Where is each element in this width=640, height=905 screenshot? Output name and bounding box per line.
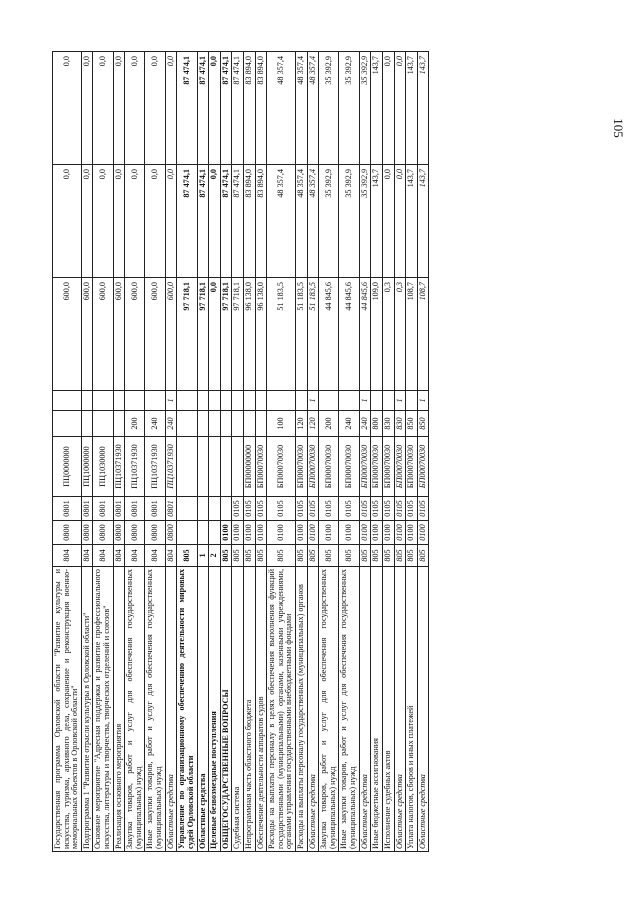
value-year-3: 0,0 bbox=[53, 52, 82, 165]
code-subsection: 0105 bbox=[319, 497, 339, 521]
code-source bbox=[53, 391, 82, 411]
table-row bbox=[93, 52, 113, 852]
code-kind: 100 bbox=[267, 411, 296, 437]
code-section: 0100 bbox=[307, 521, 319, 545]
code-section bbox=[197, 521, 209, 545]
page-number: 105 bbox=[611, 118, 626, 138]
value-year-1: 0,3 bbox=[382, 278, 394, 391]
code-target bbox=[209, 437, 221, 497]
row-name: Основное мероприятие "Адресная поддержка и развитие профессионального искусства, литературы и творчества, творческих отделений и союзов" bbox=[93, 567, 113, 852]
code-kind: 120 bbox=[307, 411, 319, 437]
code-section: 0800 bbox=[81, 521, 93, 545]
value-year-1: 600,0 bbox=[93, 278, 113, 391]
code-subsection: 0801 bbox=[165, 497, 177, 521]
value-year-2: 0,0 bbox=[81, 165, 93, 278]
code-gr: 804 bbox=[113, 545, 125, 567]
budget-table bbox=[52, 51, 429, 852]
row-name: Расходы на выплаты персоналу в целях обеспечения выполнения функций государственными (муниципальными) органами, казенными учреждениями, органами управления государственными внебюджетными фондами bbox=[267, 567, 296, 852]
value-year-2: 0,0 bbox=[53, 165, 82, 278]
code-subsection: 0105 bbox=[307, 497, 319, 521]
row-name: Областные средства bbox=[394, 567, 406, 852]
code-target bbox=[220, 437, 232, 497]
code-kind bbox=[177, 411, 197, 437]
value-year-3: 87 474,1 bbox=[177, 52, 197, 165]
code-source: 1 bbox=[359, 391, 371, 411]
row-name: ОБЩЕГОСУДАРСТВЕННЫЕ ВОПРОСЫ bbox=[220, 567, 232, 852]
code-source: 1 bbox=[165, 391, 177, 411]
code-target: ПЦ10371930 bbox=[113, 437, 125, 497]
code-section: 0100 bbox=[417, 521, 429, 545]
code-gr: 804 bbox=[145, 545, 165, 567]
code-section: 0100 bbox=[296, 521, 308, 545]
code-subsection: 0801 bbox=[53, 497, 82, 521]
value-year-1: 108,7 bbox=[417, 278, 429, 391]
table-row bbox=[81, 52, 93, 852]
code-gr: 804 bbox=[53, 545, 82, 567]
code-kind bbox=[53, 411, 82, 437]
value-year-1: 96 138,0 bbox=[255, 278, 267, 391]
code-section: 0800 bbox=[125, 521, 145, 545]
code-subsection: 0105 bbox=[406, 497, 418, 521]
row-name: Областные средства bbox=[165, 567, 177, 852]
code-source bbox=[93, 391, 113, 411]
code-gr: 2 bbox=[209, 545, 221, 567]
code-target: БП00070030 bbox=[307, 437, 319, 497]
code-section: 0100 bbox=[255, 521, 267, 545]
code-subsection bbox=[177, 497, 197, 521]
code-target: БП00070030 bbox=[296, 437, 308, 497]
code-target: ПЦ10371930 bbox=[145, 437, 165, 497]
code-source bbox=[113, 391, 125, 411]
value-year-1: 600,0 bbox=[81, 278, 93, 391]
code-subsection: 0105 bbox=[232, 497, 244, 521]
row-name: Расходы на выплаты персоналу государственных (муниципальных) органов bbox=[296, 567, 308, 852]
code-source bbox=[255, 391, 267, 411]
value-year-3: 0,0 bbox=[382, 52, 394, 165]
value-year-2: 87 474,1 bbox=[232, 165, 244, 278]
code-target: БП00070030 bbox=[267, 437, 296, 497]
value-year-3: 0,0 bbox=[113, 52, 125, 165]
table-row bbox=[359, 52, 371, 852]
value-year-2: 83 894,0 bbox=[255, 165, 267, 278]
code-kind bbox=[81, 411, 93, 437]
table-row bbox=[267, 52, 296, 852]
value-year-2: 0,0 bbox=[382, 165, 394, 278]
code-source bbox=[296, 391, 308, 411]
row-name: Реализация основного мероприятия bbox=[113, 567, 125, 852]
code-section: 0100 bbox=[359, 521, 371, 545]
code-gr: 804 bbox=[93, 545, 113, 567]
code-gr: 805 bbox=[406, 545, 418, 567]
code-gr: 805 bbox=[307, 545, 319, 567]
code-source bbox=[209, 391, 221, 411]
code-gr: 805 bbox=[359, 545, 371, 567]
value-year-2: 48 357,4 bbox=[267, 165, 296, 278]
table-row bbox=[177, 52, 197, 852]
code-target: БП00070030 bbox=[371, 437, 383, 497]
value-year-1: 44 845,6 bbox=[319, 278, 339, 391]
code-subsection: 0801 bbox=[113, 497, 125, 521]
value-year-1: 44 845,6 bbox=[339, 278, 359, 391]
value-year-3: 48 357,4 bbox=[296, 52, 308, 165]
value-year-3: 83 894,0 bbox=[255, 52, 267, 165]
code-kind: 800 bbox=[371, 411, 383, 437]
code-target: ПЦ1030000 bbox=[93, 437, 113, 497]
code-target: БП00070030 bbox=[406, 437, 418, 497]
code-section: 0100 bbox=[319, 521, 339, 545]
value-year-1: 600,0 bbox=[145, 278, 165, 391]
value-year-2: 87 474,1 bbox=[197, 165, 209, 278]
code-gr: 805 bbox=[220, 545, 232, 567]
value-year-1: 96 138,0 bbox=[243, 278, 255, 391]
table-row bbox=[197, 52, 209, 852]
code-source bbox=[382, 391, 394, 411]
code-subsection: 0801 bbox=[125, 497, 145, 521]
code-section: 0100 bbox=[406, 521, 418, 545]
table-row bbox=[125, 52, 145, 852]
code-gr: 805 bbox=[243, 545, 255, 567]
code-gr: 805 bbox=[255, 545, 267, 567]
code-gr: 804 bbox=[165, 545, 177, 567]
table-row bbox=[371, 52, 383, 852]
value-year-1: 0,3 bbox=[394, 278, 406, 391]
code-source bbox=[406, 391, 418, 411]
code-section: 0100 bbox=[382, 521, 394, 545]
value-year-3: 0,0 bbox=[81, 52, 93, 165]
code-source bbox=[125, 391, 145, 411]
code-source: 1 bbox=[394, 391, 406, 411]
code-section: 0800 bbox=[165, 521, 177, 545]
code-source bbox=[232, 391, 244, 411]
code-target: ПЦ1000000 bbox=[81, 437, 93, 497]
code-subsection: 0105 bbox=[243, 497, 255, 521]
code-kind: 240 bbox=[359, 411, 371, 437]
value-year-2: 83 894,0 bbox=[243, 165, 255, 278]
code-section: 0100 bbox=[243, 521, 255, 545]
code-subsection bbox=[209, 497, 221, 521]
table-row bbox=[165, 52, 177, 852]
code-source bbox=[339, 391, 359, 411]
value-year-3: 83 894,0 bbox=[243, 52, 255, 165]
code-section: 0800 bbox=[113, 521, 125, 545]
code-gr: 805 bbox=[382, 545, 394, 567]
value-year-3: 143,7 bbox=[371, 52, 383, 165]
code-target bbox=[232, 437, 244, 497]
code-gr: 805 bbox=[319, 545, 339, 567]
code-gr: 805 bbox=[267, 545, 296, 567]
code-source bbox=[371, 391, 383, 411]
value-year-2: 0,0 bbox=[165, 165, 177, 278]
value-year-2: 0,0 bbox=[145, 165, 165, 278]
code-source bbox=[145, 391, 165, 411]
code-kind bbox=[93, 411, 113, 437]
code-section: 0100 bbox=[339, 521, 359, 545]
code-subsection: 0105 bbox=[296, 497, 308, 521]
code-subsection: 0105 bbox=[382, 497, 394, 521]
code-kind bbox=[255, 411, 267, 437]
row-name: Областные средства bbox=[417, 567, 429, 852]
code-section: 0100 bbox=[394, 521, 406, 545]
value-year-2: 143,7 bbox=[406, 165, 418, 278]
code-kind bbox=[197, 411, 209, 437]
value-year-3: 143,7 bbox=[417, 52, 429, 165]
code-subsection: 0801 bbox=[81, 497, 93, 521]
code-section: 0100 bbox=[232, 521, 244, 545]
value-year-3: 0,0 bbox=[209, 52, 221, 165]
table-row bbox=[255, 52, 267, 852]
code-subsection: 0105 bbox=[267, 497, 296, 521]
code-subsection: 0105 bbox=[339, 497, 359, 521]
value-year-1: 600,0 bbox=[53, 278, 82, 391]
code-kind: 200 bbox=[125, 411, 145, 437]
code-target bbox=[177, 437, 197, 497]
value-year-1: 44 845,6 bbox=[359, 278, 371, 391]
code-kind bbox=[243, 411, 255, 437]
row-name: Областные средства bbox=[307, 567, 319, 852]
code-kind bbox=[113, 411, 125, 437]
code-section: 0800 bbox=[93, 521, 113, 545]
code-source bbox=[319, 391, 339, 411]
value-year-2: 143,7 bbox=[371, 165, 383, 278]
value-year-3: 35 392,9 bbox=[339, 52, 359, 165]
code-gr: 804 bbox=[125, 545, 145, 567]
code-section: 0100 bbox=[220, 521, 232, 545]
row-name: Государственная программа Орловской области "Развитие культуры и искусства, туризма, архивного дела, сохранение и реконструкция военно-мемориальных объектов в Орловской области" bbox=[53, 567, 82, 852]
code-target: БП00070030 bbox=[319, 437, 339, 497]
code-target: ПЦ0000000 bbox=[53, 437, 82, 497]
value-year-3: 0,0 bbox=[145, 52, 165, 165]
value-year-1: 51 183,5 bbox=[267, 278, 296, 391]
code-kind: 830 bbox=[382, 411, 394, 437]
value-year-2: 0,0 bbox=[93, 165, 113, 278]
value-year-1: 97 718,1 bbox=[177, 278, 197, 391]
code-gr: 804 bbox=[81, 545, 93, 567]
value-year-1: 97 718,1 bbox=[220, 278, 232, 391]
value-year-3: 87 474,1 bbox=[220, 52, 232, 165]
table-row bbox=[382, 52, 394, 852]
code-gr: 805 bbox=[177, 545, 197, 567]
table-row bbox=[53, 52, 82, 852]
row-name: Управление по организационному обеспечению деятельности мировых судей Орловской области bbox=[177, 567, 197, 852]
value-year-3: 0,0 bbox=[93, 52, 113, 165]
value-year-2: 0,0 bbox=[209, 165, 221, 278]
value-year-2: 0,0 bbox=[394, 165, 406, 278]
value-year-3: 48 357,4 bbox=[307, 52, 319, 165]
code-gr: 1 bbox=[197, 545, 209, 567]
row-name: Судебная система bbox=[232, 567, 244, 852]
table-row bbox=[145, 52, 165, 852]
value-year-2: 35 392,9 bbox=[339, 165, 359, 278]
value-year-2: 87 474,1 bbox=[177, 165, 197, 278]
code-section bbox=[177, 521, 197, 545]
code-source bbox=[177, 391, 197, 411]
code-gr: 805 bbox=[394, 545, 406, 567]
code-section: 0100 bbox=[267, 521, 296, 545]
code-target bbox=[197, 437, 209, 497]
code-target: БП00000000 bbox=[243, 437, 255, 497]
code-source bbox=[81, 391, 93, 411]
table-row bbox=[209, 52, 221, 852]
code-subsection: 0105 bbox=[255, 497, 267, 521]
value-year-3: 0,0 bbox=[165, 52, 177, 165]
code-gr: 805 bbox=[371, 545, 383, 567]
row-name: Областные средства bbox=[359, 567, 371, 852]
value-year-1: 108,7 bbox=[406, 278, 418, 391]
table-row bbox=[319, 52, 339, 852]
value-year-2: 48 357,4 bbox=[296, 165, 308, 278]
value-year-2: 0,0 bbox=[125, 165, 145, 278]
table-row bbox=[296, 52, 308, 852]
value-year-3: 48 357,4 bbox=[267, 52, 296, 165]
table-row bbox=[339, 52, 359, 852]
value-year-1: 109,0 bbox=[371, 278, 383, 391]
code-source bbox=[267, 391, 296, 411]
value-year-3: 35 392,9 bbox=[359, 52, 371, 165]
value-year-2: 0,0 bbox=[113, 165, 125, 278]
value-year-2: 35 392,9 bbox=[319, 165, 339, 278]
row-name: Закупка товаров, работ и услуг для обеспечения государственных (муниципальных) нужд bbox=[319, 567, 339, 852]
code-section bbox=[209, 521, 221, 545]
row-name: Областные средства bbox=[197, 567, 209, 852]
row-name: Подпрограмма 1 "Развитие отрасли культуры в Орловской области" bbox=[81, 567, 93, 852]
code-kind: 120 bbox=[296, 411, 308, 437]
row-name: Обеспечение деятельности аппаратов судов bbox=[255, 567, 267, 852]
value-year-3: 143,7 bbox=[406, 52, 418, 165]
code-target: ПЦ10371930 bbox=[125, 437, 145, 497]
value-year-1: 0,0 bbox=[209, 278, 221, 391]
code-kind: 240 bbox=[165, 411, 177, 437]
code-kind bbox=[220, 411, 232, 437]
code-target: БП00070030 bbox=[382, 437, 394, 497]
code-subsection: 0105 bbox=[394, 497, 406, 521]
row-name: Целевые безвозмездные поступления bbox=[209, 567, 221, 852]
rotated-table-container bbox=[52, 52, 592, 852]
code-section: 0800 bbox=[53, 521, 82, 545]
code-subsection bbox=[220, 497, 232, 521]
code-kind: 240 bbox=[145, 411, 165, 437]
row-name: Иные закупки товаров, работ и услуг для обеспечения государственных (муниципальных) нужд bbox=[145, 567, 165, 852]
code-subsection: 0105 bbox=[417, 497, 429, 521]
code-subsection: 0801 bbox=[145, 497, 165, 521]
value-year-1: 600,0 bbox=[113, 278, 125, 391]
code-target: БП00070030 bbox=[394, 437, 406, 497]
value-year-2: 143,7 bbox=[417, 165, 429, 278]
code-source: 1 bbox=[307, 391, 319, 411]
code-kind bbox=[232, 411, 244, 437]
code-source bbox=[220, 391, 232, 411]
table-row bbox=[232, 52, 244, 852]
table-row bbox=[307, 52, 319, 852]
code-gr: 805 bbox=[232, 545, 244, 567]
value-year-3: 0,0 bbox=[394, 52, 406, 165]
budget-table-body bbox=[53, 52, 429, 852]
value-year-1: 51 183,5 bbox=[296, 278, 308, 391]
code-source bbox=[197, 391, 209, 411]
value-year-2: 48 357,4 bbox=[307, 165, 319, 278]
code-kind: 200 bbox=[319, 411, 339, 437]
table-row bbox=[406, 52, 418, 852]
code-gr: 805 bbox=[417, 545, 429, 567]
row-name: Уплата налогов, сборов и иных платежей bbox=[406, 567, 418, 852]
code-subsection: 0801 bbox=[93, 497, 113, 521]
code-subsection bbox=[197, 497, 209, 521]
value-year-2: 87 474,1 bbox=[220, 165, 232, 278]
value-year-3: 35 392,9 bbox=[319, 52, 339, 165]
row-name: Закупка товаров, работ и услуг для обеспечения государственных (муниципальных) нужд bbox=[125, 567, 145, 852]
code-section: 0100 bbox=[371, 521, 383, 545]
code-subsection: 0105 bbox=[371, 497, 383, 521]
value-year-1: 600,0 bbox=[165, 278, 177, 391]
value-year-2: 35 392,9 bbox=[359, 165, 371, 278]
table-row bbox=[113, 52, 125, 852]
value-year-3: 0,0 bbox=[125, 52, 145, 165]
row-name: Непрограммная часть областного бюджета bbox=[243, 567, 255, 852]
code-target: БП00070030 bbox=[417, 437, 429, 497]
code-section: 0800 bbox=[145, 521, 165, 545]
code-target: БП00070030 bbox=[359, 437, 371, 497]
value-year-1: 51 183,5 bbox=[307, 278, 319, 391]
code-target: БП00070030 bbox=[255, 437, 267, 497]
value-year-1: 600,0 bbox=[125, 278, 145, 391]
code-kind: 850 bbox=[417, 411, 429, 437]
code-kind bbox=[209, 411, 221, 437]
row-name: Иные бюджетные ассигнования bbox=[371, 567, 383, 852]
row-name: Исполнение судебных актов bbox=[382, 567, 394, 852]
value-year-1: 97 718,1 bbox=[197, 278, 209, 391]
code-source: 1 bbox=[417, 391, 429, 411]
row-name: Иные закупки товаров, работ и услуг для обеспечения государственных (муниципальных) нужд bbox=[339, 567, 359, 852]
table-row bbox=[220, 52, 232, 852]
value-year-3: 87 474,1 bbox=[197, 52, 209, 165]
code-kind: 850 bbox=[406, 411, 418, 437]
table-row bbox=[243, 52, 255, 852]
code-gr: 805 bbox=[296, 545, 308, 567]
table-row bbox=[417, 52, 429, 852]
code-subsection: 0105 bbox=[359, 497, 371, 521]
code-source bbox=[243, 391, 255, 411]
code-kind: 830 bbox=[394, 411, 406, 437]
code-kind: 240 bbox=[339, 411, 359, 437]
value-year-1: 97 718,1 bbox=[232, 278, 244, 391]
code-target: БП00070030 bbox=[339, 437, 359, 497]
code-target: ПЦ10371930 bbox=[165, 437, 177, 497]
code-gr: 805 bbox=[339, 545, 359, 567]
value-year-3: 87 474,1 bbox=[232, 52, 244, 165]
table-row bbox=[394, 52, 406, 852]
